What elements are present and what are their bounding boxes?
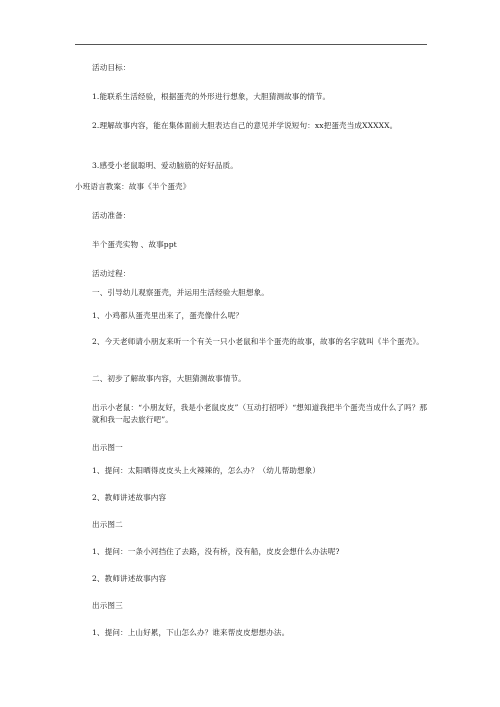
picture-2-question: 1、提问：一条小河挡住了去路，没有桥，没有船，皮皮会想什么办法呢? [92, 547, 340, 556]
goal-item-1: 1.能联系生活经验，根据蛋壳的外形进行想象，大胆猜测故事的情节。 [92, 92, 331, 101]
preparation-materials: 半个蛋壳实物 、故事ppt [92, 240, 177, 249]
process-step-1-question: 1、小鸡都从蛋壳里出来了，蛋壳像什么呢？ [92, 311, 244, 320]
process-step-1-heading: 一、引导幼儿观察蛋壳，并运用生活经验大胆想象。 [92, 288, 269, 297]
picture-3-question: 1、提问：上山好累，下山怎么办？谁来帮皮皮想想办法。 [92, 628, 290, 637]
picture-1-question: 1、提问：太阳晒得皮皮头上火辣辣的，怎么办？（幼儿帮助想象） [92, 466, 321, 475]
process-step-2-heading: 二、初步了解故事内容，大胆猜测故事情节。 [92, 374, 246, 383]
show-picture-3: 出示图三 [92, 601, 123, 610]
picture-1-narration: 2、教师讲述故事内容 [92, 493, 167, 502]
show-picture-2: 出示图二 [92, 520, 123, 529]
picture-2-narration: 2、教师讲述故事内容 [92, 574, 167, 583]
goal-item-3: 3.感受小老鼠聪明、爱动脑筋的好好品质。 [92, 161, 238, 170]
show-picture-1: 出示图一 [92, 443, 123, 452]
lesson-title: 小班语言教案：故事《半个蛋壳》 [75, 182, 191, 191]
section-heading-preparation: 活动准备： [92, 211, 131, 220]
goal-item-2: 2.理解故事内容，能在集体面前大胆表达自己的意见并学说短句：xx把蛋壳当成XXXXX。 [92, 121, 398, 130]
header-rule [75, 44, 427, 45]
section-heading-process: 活动过程： [92, 269, 131, 278]
process-step-1-story-intro: 2、今天老师请小朋友来听一个有关一只小老鼠和半个蛋壳的故事，故事的名字就叫《半个蛋壳》。 [92, 337, 424, 346]
section-heading-goals: 活动目标： [92, 63, 131, 72]
show-mouse-dialogue: 出示小老鼠：“小朋友好，我是小老鼠皮皮”（互动打招呼）“想知道我把半个蛋壳当成什么了吗？那就和我一起去旅行吧”。 [92, 403, 428, 424]
